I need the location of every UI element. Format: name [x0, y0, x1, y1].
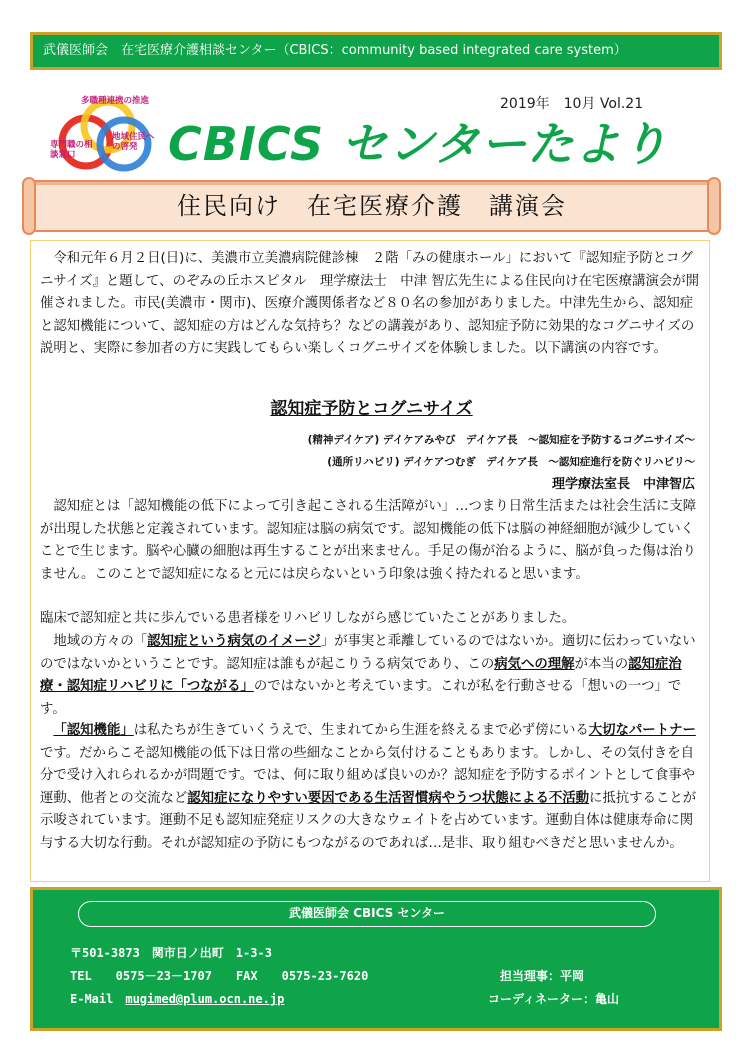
body-paragraph-4	[40, 720, 700, 855]
speaker-role-1: (精神デイケア) デイケアみやび デイケア長 ～認知症を予防するコグニサイズ～	[307, 434, 695, 446]
lecture-title: 住民向け 在宅医療介護 講演会	[177, 192, 567, 220]
body4-highlight-2: 大切なパートナー	[588, 723, 696, 738]
footer-title: 武儀医師会 CBICS センター	[78, 901, 656, 927]
body3-text-1: 地域の方々の「	[53, 634, 148, 649]
body-paragraph-2: 臨床で認知症と共に歩んでいる患者様をリハビリしながら感じていたことがありました。	[40, 611, 576, 626]
body3-highlight-2: 病気への理解	[494, 656, 575, 672]
talk-title: 認知症予防とコグニサイズ	[270, 399, 473, 419]
body4-text-3: に抵抗することが示唆されています。運動不足も認知症発症リスクの大きなウェイトを占めています。運動自体は健康寿命に関与する大切な行動。それが認知症の予防にもつながるのであれば…是非、取り組むべきだと思いませんか。	[40, 790, 697, 851]
speaker-role-2: (通所リハビリ) デイケアつむぎ デイケア長 ～認知症進行を防ぐリハビリ～	[327, 456, 695, 468]
body4-highlight-3: 認知症になりやすい要因である生活習慣病やうつ状態による不活動	[187, 790, 590, 806]
body3-text-2: 」が事実と乖離しているのではないか。適切に伝わっていないのではないかということです。認知症は誰もが起こりうる病気であり、この	[40, 634, 696, 672]
logo-text-right: 地域住民への啓発	[112, 132, 155, 152]
logo-text-top: 多職種連携の推進	[80, 96, 149, 106]
body3-highlight-1: 認知症という病気のイメージ	[147, 634, 321, 649]
footer-email-link[interactable]: mugimed@plum.ocn.ne.jp	[125, 992, 285, 1006]
footer-coordinator: コーディネーター：亀山	[488, 992, 620, 1006]
body4-text-1: は私たちが生きていくうえで、生まれてから生涯を終えるまで必ず傍にいる	[133, 723, 589, 738]
top-banner: 武儀医師会 在宅医療介護相談センター（CBICS：community based integrated care system）	[30, 32, 722, 70]
masthead-title: CBICS センターたより	[168, 117, 669, 171]
footer-email-label: E-Mail	[70, 992, 126, 1006]
body3-highlight-3: 認知症治療・認知症リハビリに「つながる」	[40, 656, 682, 694]
intro-paragraph: 令和元年６月２日(日)に、美濃市立美濃病院健診棟 ２階「みの健康ホール」において『認知症予防とコグニサイズ』と題して、のぞみの丘ホスピタル 理学療法士 中津 智広先生による住民向け在宅医療講演会が開催されました。市民(美濃市・関市)、医療介護関係者など８０名の参加がありました。中津先生から、認知症と認知機能について、認知症の方はどんな気持ち？などの講義があり、認知症予防に効果的なコグニサイズの説明と、実際に参加者の方に実践してもらい楽しくコグニサイズを体験しました。以下講演の内容です。	[40, 251, 700, 356]
footer-address: 〒501-3873 関市日ノ出町 1-3-3	[70, 946, 272, 960]
footer-tel-fax: TEL 0575－23－1707 FAX 0575-23-7620	[70, 969, 369, 983]
body4-highlight-1: 「認知機能」	[53, 723, 134, 738]
footer-representative: 担当理事：平岡	[500, 969, 585, 983]
body3-text-3: が本当の	[574, 656, 629, 672]
body-paragraph-1: 認知症とは「認知機能の低下によって引き起こされる生活障がい」…つまり日常生活または社会生活に支障が出現した状態と定義されています。認知症は脳の病気です。認知機能の低下は脳の神経細胞が減少していくことで生じます。脳や心臓の細胞は再生することが出来ません。手足の傷が治るように、脳が負った傷は治りません。このことで認知症になると元には戻らないという印象は強く持たれると思います。	[40, 499, 697, 582]
footer-email-line	[70, 990, 284, 1007]
speaker-name: 理学療法室長 中津智広	[551, 477, 695, 492]
body-paragraph-3	[40, 631, 700, 721]
logo-text-left: 専門職の相談窓口	[50, 140, 93, 160]
body3-text-4: のではないかと考えています。これが私を行動させる「想いの一つ」です。	[40, 679, 682, 717]
issue-date: 2019年 10月 Vol.21	[500, 96, 644, 112]
body4-text-2: です。だからこそ認知機能の低下は日常の些細なことから気付けることもあります。しかし、その気付きを自分で受け入れられるかが問題です。では、何に取り組めば良いのか？認知症を予防するポイントとして食事や運動、他者との交流など	[40, 745, 696, 806]
